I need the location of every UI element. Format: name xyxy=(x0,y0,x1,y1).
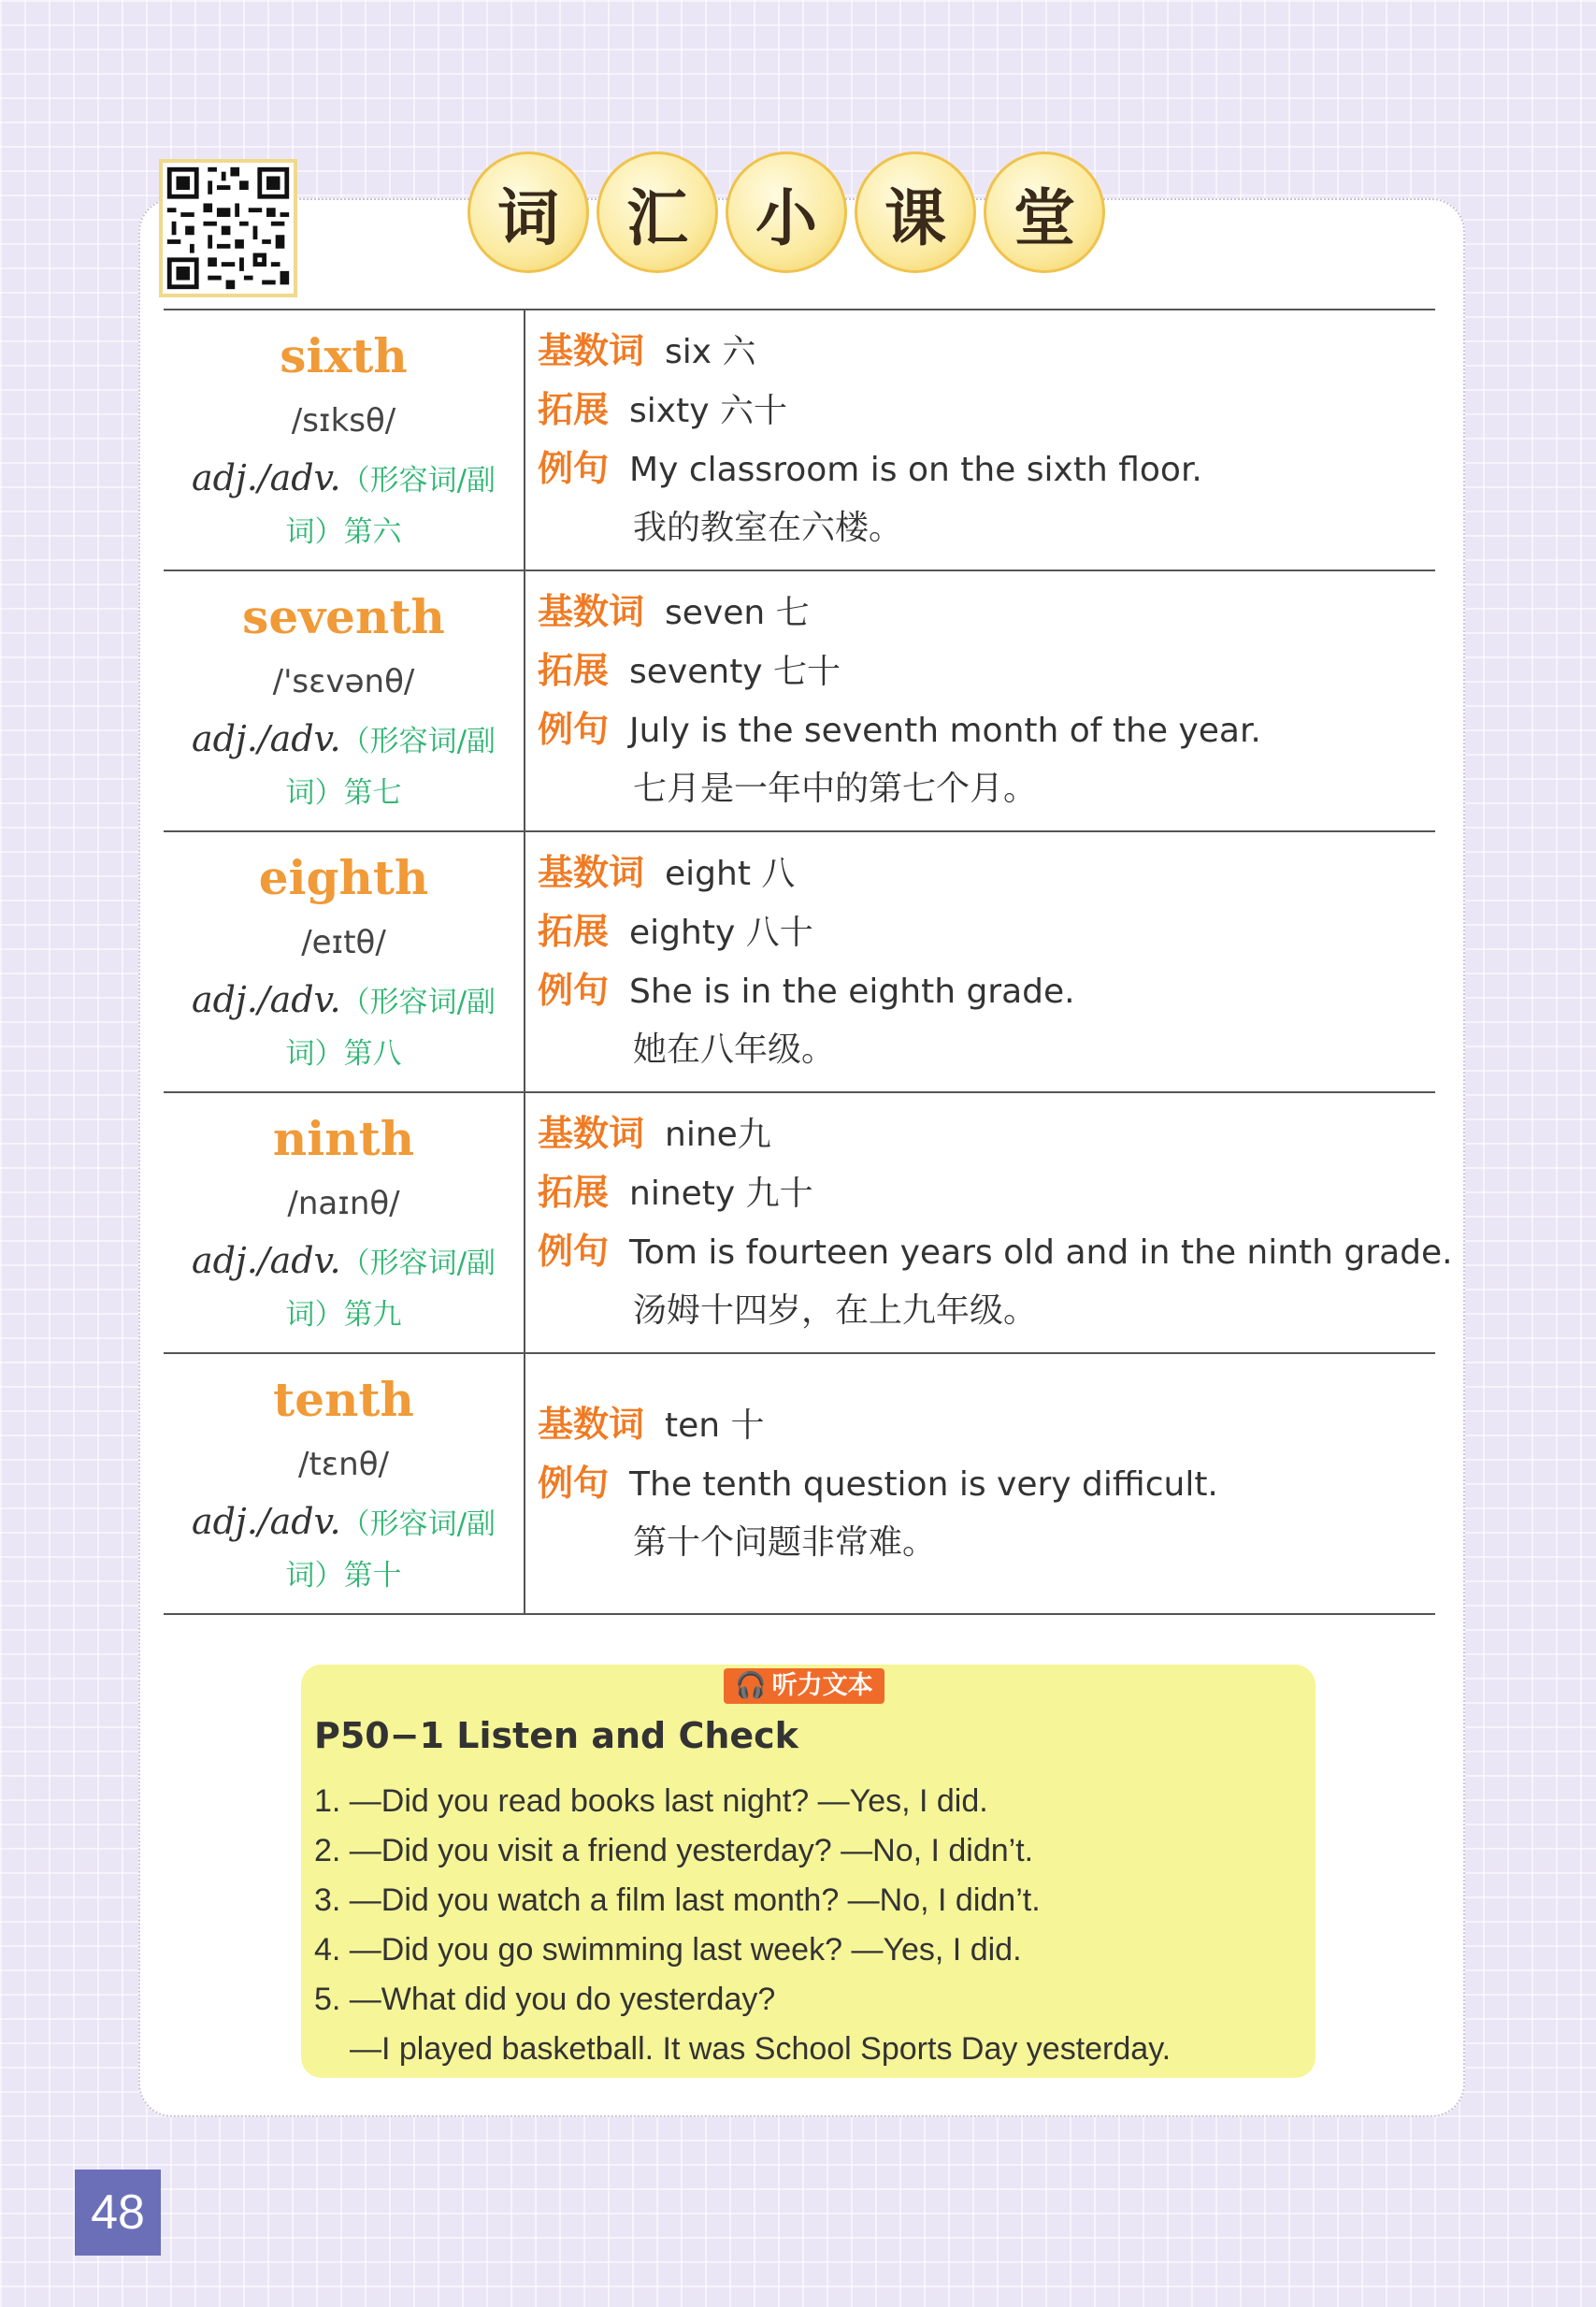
listening-box xyxy=(301,1665,1316,2078)
word-headword: sixth xyxy=(280,328,408,383)
pos-chinese: （形容词/副 xyxy=(340,1507,496,1541)
pos-chinese: （形容词/副 xyxy=(340,725,496,758)
example-line xyxy=(538,1222,1453,1281)
extend-line xyxy=(538,642,1435,700)
qr-code[interactable] xyxy=(159,159,297,297)
page-number: 48 xyxy=(75,2170,161,2256)
base-label: 基数词 xyxy=(538,591,645,632)
vocabulary-table xyxy=(164,309,1453,1615)
base-line xyxy=(538,322,1435,381)
word-part-of-speech xyxy=(164,714,524,818)
example-english: She is in the eighth grade. xyxy=(629,973,1075,1011)
example-line xyxy=(538,961,1435,1020)
example-line xyxy=(538,1454,1435,1513)
pos-english: adj./adv. xyxy=(191,979,341,1020)
pos-chinese: （形容词/副 xyxy=(340,1247,496,1280)
extend-label: 拓展 xyxy=(538,389,610,430)
listening-line: 3. —Did you watch a film last month? —No, I didn’t. xyxy=(314,1882,1041,1918)
example-translation: 我的教室在六楼。 xyxy=(633,509,903,547)
word-cell xyxy=(164,1093,525,1352)
detail-cell xyxy=(538,1354,1435,1654)
pos-chinese-meaning: 词）第八 xyxy=(285,1037,402,1071)
word-headword: eighth xyxy=(258,850,429,905)
extend-value: eighty 八十 xyxy=(629,914,813,952)
base-label: 基数词 xyxy=(538,1404,645,1445)
base-line xyxy=(538,1104,1435,1163)
detail-cell xyxy=(538,571,1435,842)
example-label: 例句 xyxy=(538,448,610,489)
extend-line xyxy=(538,902,1435,961)
example-translation: 七月是一年中的第七个月。 xyxy=(633,770,1038,808)
pos-english: adj./adv. xyxy=(191,457,341,498)
extend-value: ninety 九十 xyxy=(629,1175,813,1213)
base-value: nine九 xyxy=(665,1116,771,1154)
base-label: 基数词 xyxy=(538,1113,645,1154)
pos-english: adj./adv. xyxy=(191,1240,341,1281)
extend-label: 拓展 xyxy=(538,650,610,691)
word-part-of-speech xyxy=(164,453,524,557)
word-headword: ninth xyxy=(272,1111,415,1166)
base-value: eight 八 xyxy=(665,855,796,893)
extend-value: sixty 六十 xyxy=(629,392,787,430)
base-value: seven 七 xyxy=(665,594,810,632)
pos-chinese-meaning: 词）第六 xyxy=(285,515,402,549)
example-label: 例句 xyxy=(538,709,610,750)
base-line xyxy=(538,843,1435,902)
word-phonetic: /tɛnθ/ xyxy=(298,1446,389,1483)
extend-label: 拓展 xyxy=(538,911,610,952)
title-char: 小 xyxy=(726,151,847,273)
listening-line: 4. —Did you go swimming last week? —Yes, I did. xyxy=(314,1932,1022,1968)
title-char: 汇 xyxy=(597,151,718,273)
example-english: Tom is fourteen years old and in the ninth grade. xyxy=(629,1233,1453,1272)
vocab-row xyxy=(164,1091,1453,1352)
detail-cell xyxy=(538,1093,1453,1363)
vocab-row xyxy=(164,830,1435,1091)
word-phonetic: /eɪtθ/ xyxy=(301,924,386,961)
example-line xyxy=(538,440,1435,498)
extend-label: 拓展 xyxy=(538,1172,610,1213)
listening-line: 5. —What did you do yesterday? xyxy=(314,1982,776,2017)
detail-cell xyxy=(538,832,1435,1103)
word-part-of-speech xyxy=(164,974,524,1079)
vocab-row xyxy=(164,570,1435,830)
pos-chinese-meaning: 词）第九 xyxy=(285,1298,402,1332)
base-value: ten 十 xyxy=(665,1406,765,1445)
vocab-row xyxy=(164,1352,1435,1615)
word-cell xyxy=(164,1354,525,1613)
detail-cell xyxy=(538,310,1435,581)
example-line xyxy=(538,700,1435,759)
listening-tag[interactable] xyxy=(724,1668,884,1704)
example-label: 例句 xyxy=(538,970,610,1011)
pos-chinese-meaning: 词）第十 xyxy=(285,1559,402,1593)
listening-tag-label: 听力文本 xyxy=(771,1671,873,1700)
title-char: 课 xyxy=(855,151,976,273)
vocab-row xyxy=(164,309,1435,570)
base-value: six 六 xyxy=(665,333,756,371)
example-english: July is the seventh month of the year. xyxy=(629,712,1261,750)
pos-english: adj./adv. xyxy=(191,1501,341,1542)
title-char: 堂 xyxy=(984,151,1105,273)
word-phonetic: /naɪnθ/ xyxy=(287,1185,400,1222)
pos-chinese: （形容词/副 xyxy=(340,986,496,1019)
example-translation: 她在八年级。 xyxy=(633,1031,836,1069)
title-char: 词 xyxy=(467,151,589,273)
listening-title: P50−1 Listen and Check xyxy=(314,1715,798,1756)
word-cell xyxy=(164,832,525,1091)
headphones-icon: 🎧 xyxy=(735,1671,767,1700)
pos-chinese-meaning: 词）第七 xyxy=(285,776,402,810)
extend-line xyxy=(538,381,1435,440)
pos-english: adj./adv. xyxy=(191,718,341,759)
base-label: 基数词 xyxy=(538,330,645,371)
example-label: 例句 xyxy=(538,1463,610,1504)
word-phonetic: /sɪksθ/ xyxy=(291,402,396,440)
extend-line xyxy=(538,1163,1435,1222)
listening-lines xyxy=(314,1777,1171,2074)
example-translation: 汤姆十四岁，在上九年级。 xyxy=(633,1291,1038,1330)
example-english: My classroom is on the sixth floor. xyxy=(629,451,1202,489)
listening-line: 1. —Did you read books last night? —Yes, I did. xyxy=(314,1783,988,1819)
word-part-of-speech xyxy=(164,1496,524,1601)
word-headword: seventh xyxy=(242,589,445,644)
word-headword: tenth xyxy=(273,1372,414,1427)
example-english: The tenth question is very difficult. xyxy=(629,1465,1218,1504)
word-part-of-speech xyxy=(164,1235,524,1340)
base-line xyxy=(538,583,1435,642)
listening-line: 2. —Did you visit a friend yesterday? —No, I didn’t. xyxy=(314,1833,1034,1868)
word-phonetic: /'sɛvənθ/ xyxy=(272,663,415,700)
qr-code-image xyxy=(163,163,294,294)
example-label: 例句 xyxy=(538,1231,610,1272)
listening-line: —I played basketball. It was School Sports Day yesterday. xyxy=(350,2031,1172,2067)
base-label: 基数词 xyxy=(538,852,645,893)
word-cell xyxy=(164,310,525,570)
base-line xyxy=(538,1395,1435,1454)
pos-chinese: （形容词/副 xyxy=(340,464,496,497)
extend-value: seventy 七十 xyxy=(629,653,841,691)
example-translation: 第十个问题非常难。 xyxy=(633,1523,937,1562)
section-title xyxy=(467,151,1105,273)
word-cell xyxy=(164,571,525,830)
